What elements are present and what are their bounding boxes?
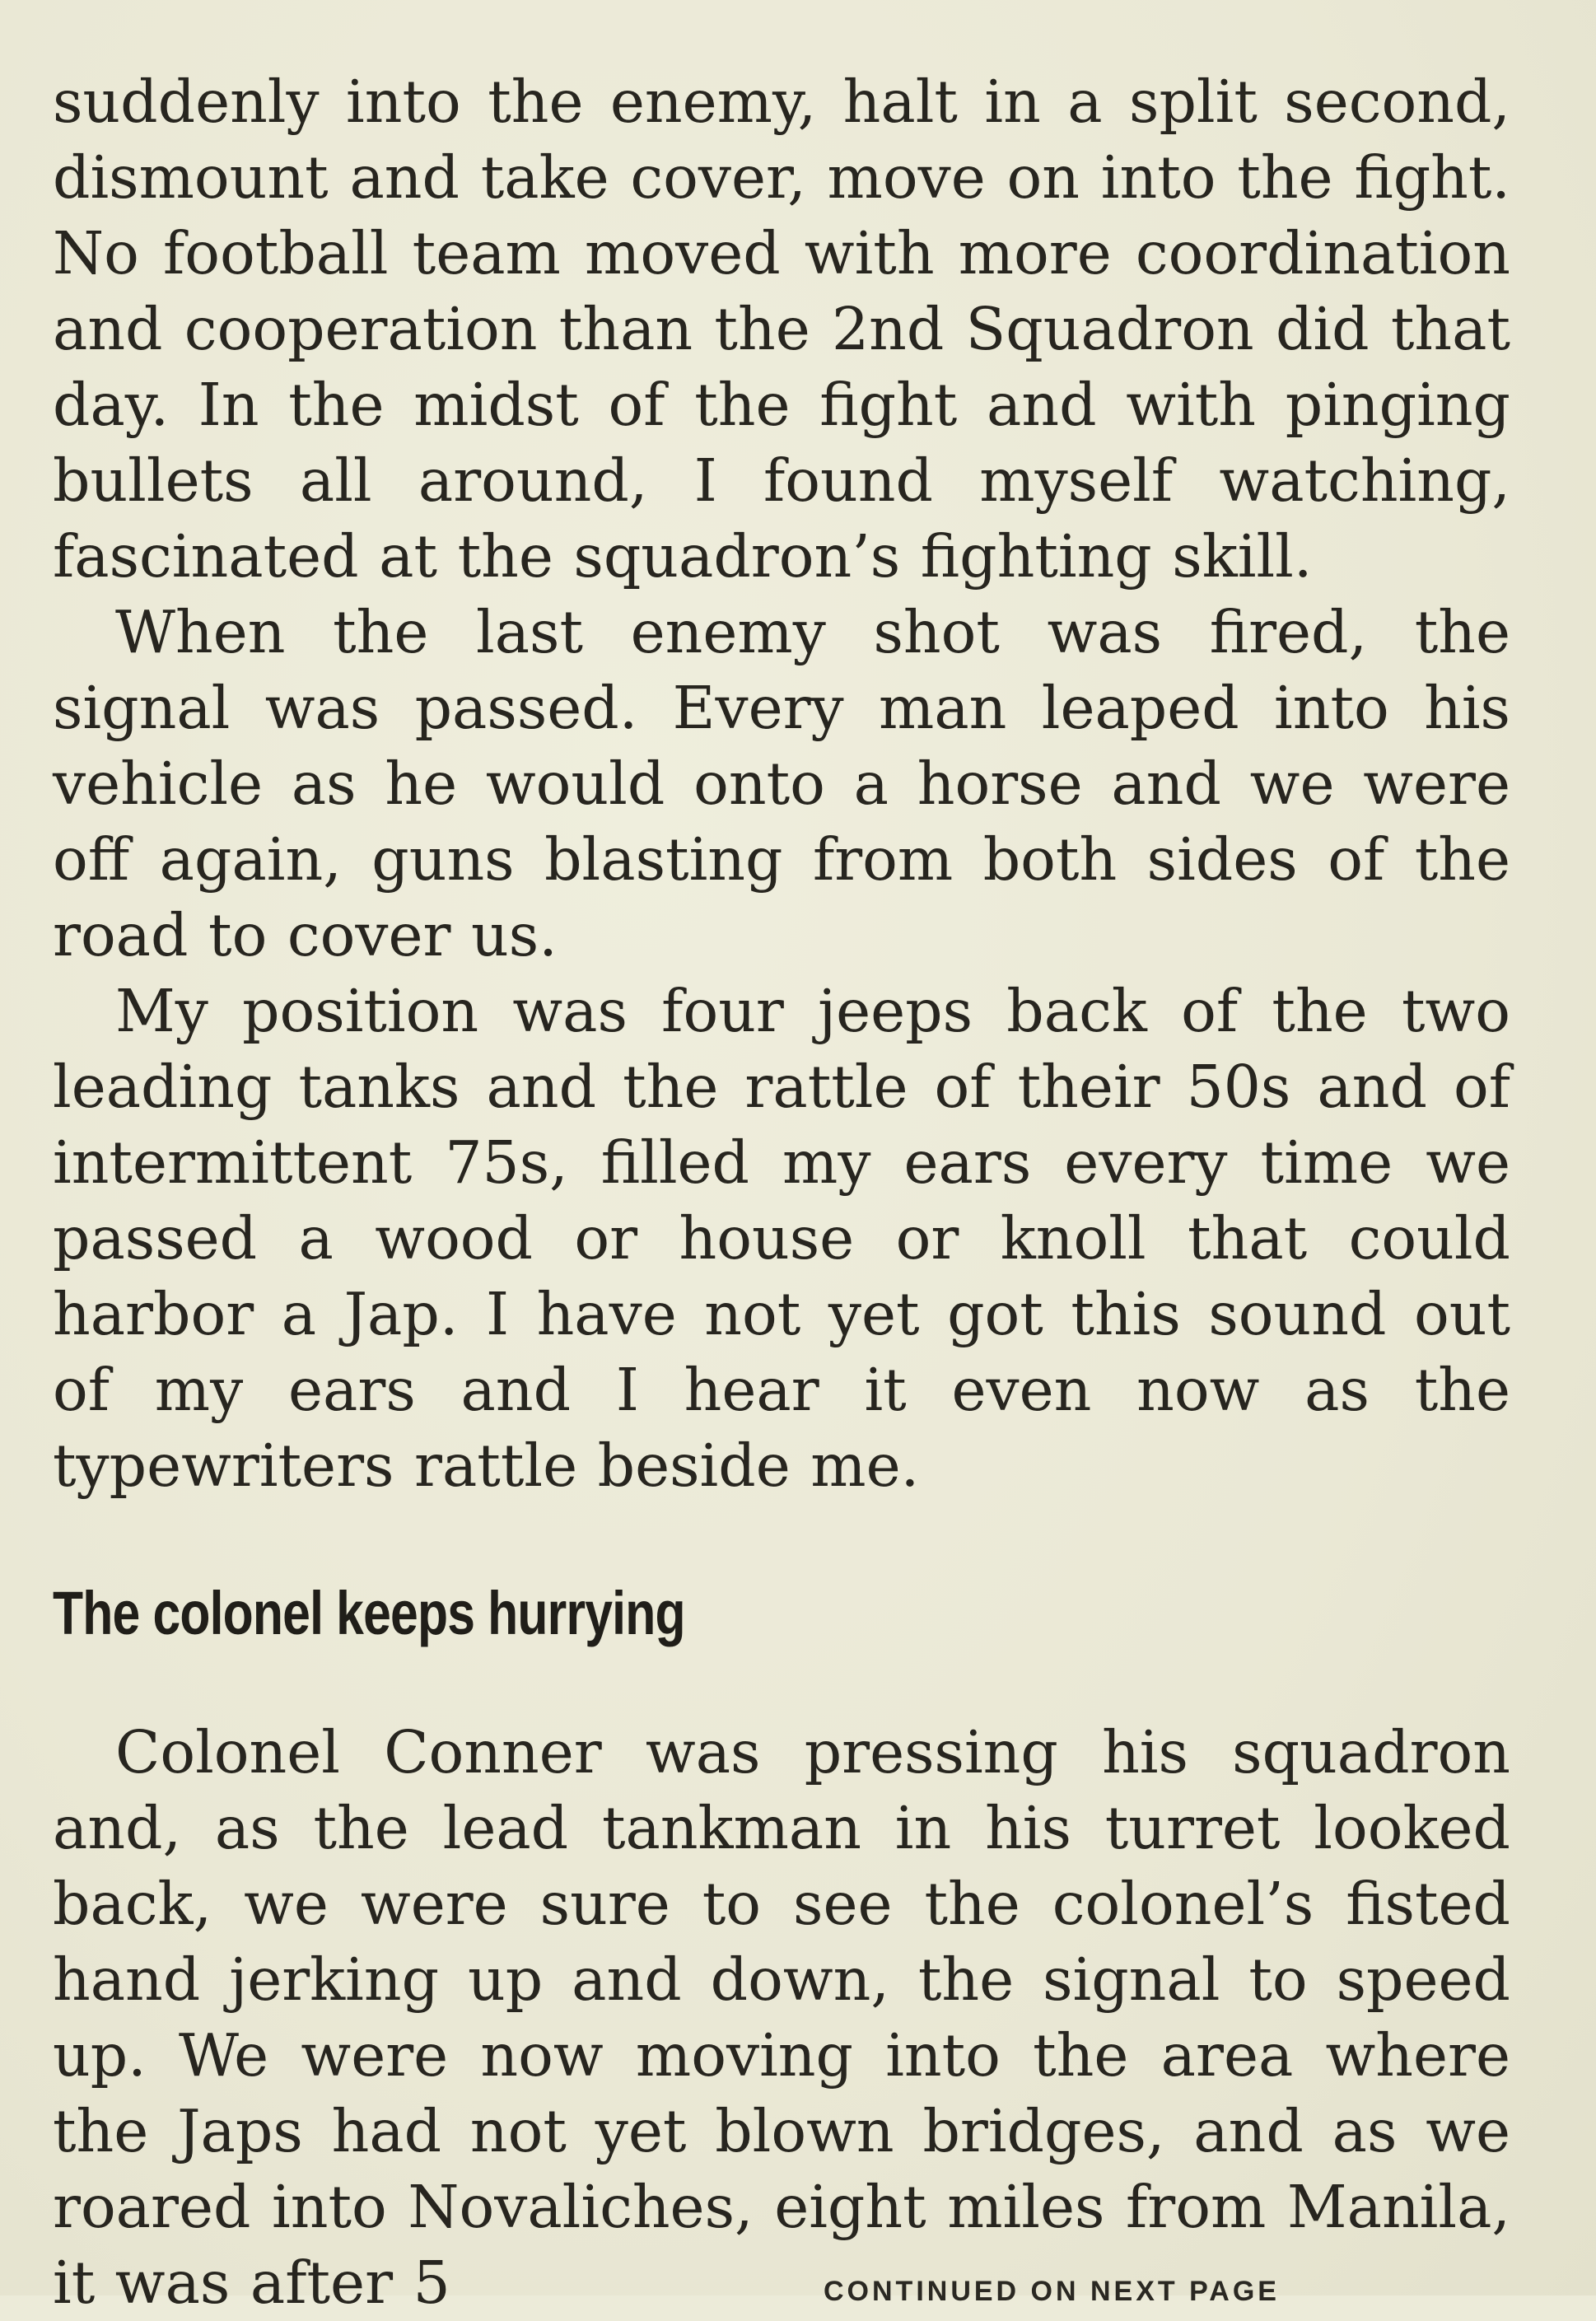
continued-footer: CONTINUED ON NEXT PAGE	[824, 2276, 1280, 2307]
article-paragraph-2: When the last enemy shot was fired, the signal was passed. Every man leaped into his vehicle as he would onto a horse and we were off again, guns blasting from both sides of the road to cover us.	[53, 598, 1510, 969]
section-heading: The colonel keeps hurrying	[53, 1579, 685, 1647]
article-column	[53, 64, 1510, 2321]
article-paragraph-1: suddenly into the enemy, halt in a split second, dismount and take cover, move on into the fight. No football team moved with more coordination and cooperation than the 2nd Squadron did that day. In the midst of the fight and with pinging bullets all around, I found myself watching, fascinated at the squadron’s fighting skill.	[53, 68, 1510, 591]
section-paragraph: Colonel Conner was pressing his squadron and, as the lead tankman in his turret looked back, we were sure to see the colonel’s fisted hand jerking up and down, the signal to speed up. We were now moving into the area where the Japs had not yet blown bridges, and as we roared into Novaliches, eight miles from Manila, it was after 5	[53, 1718, 1510, 2317]
article-paragraph-3: My position was four jeeps back of the two leading tanks and the rattle of their 50s and of intermittent 75s, filled my ears every time we passed a wood or house or knoll that could harbor a Jap. I have not yet got this sound out of my ears and I hear it even now as the typewriters rattle beside me.	[53, 977, 1510, 1500]
